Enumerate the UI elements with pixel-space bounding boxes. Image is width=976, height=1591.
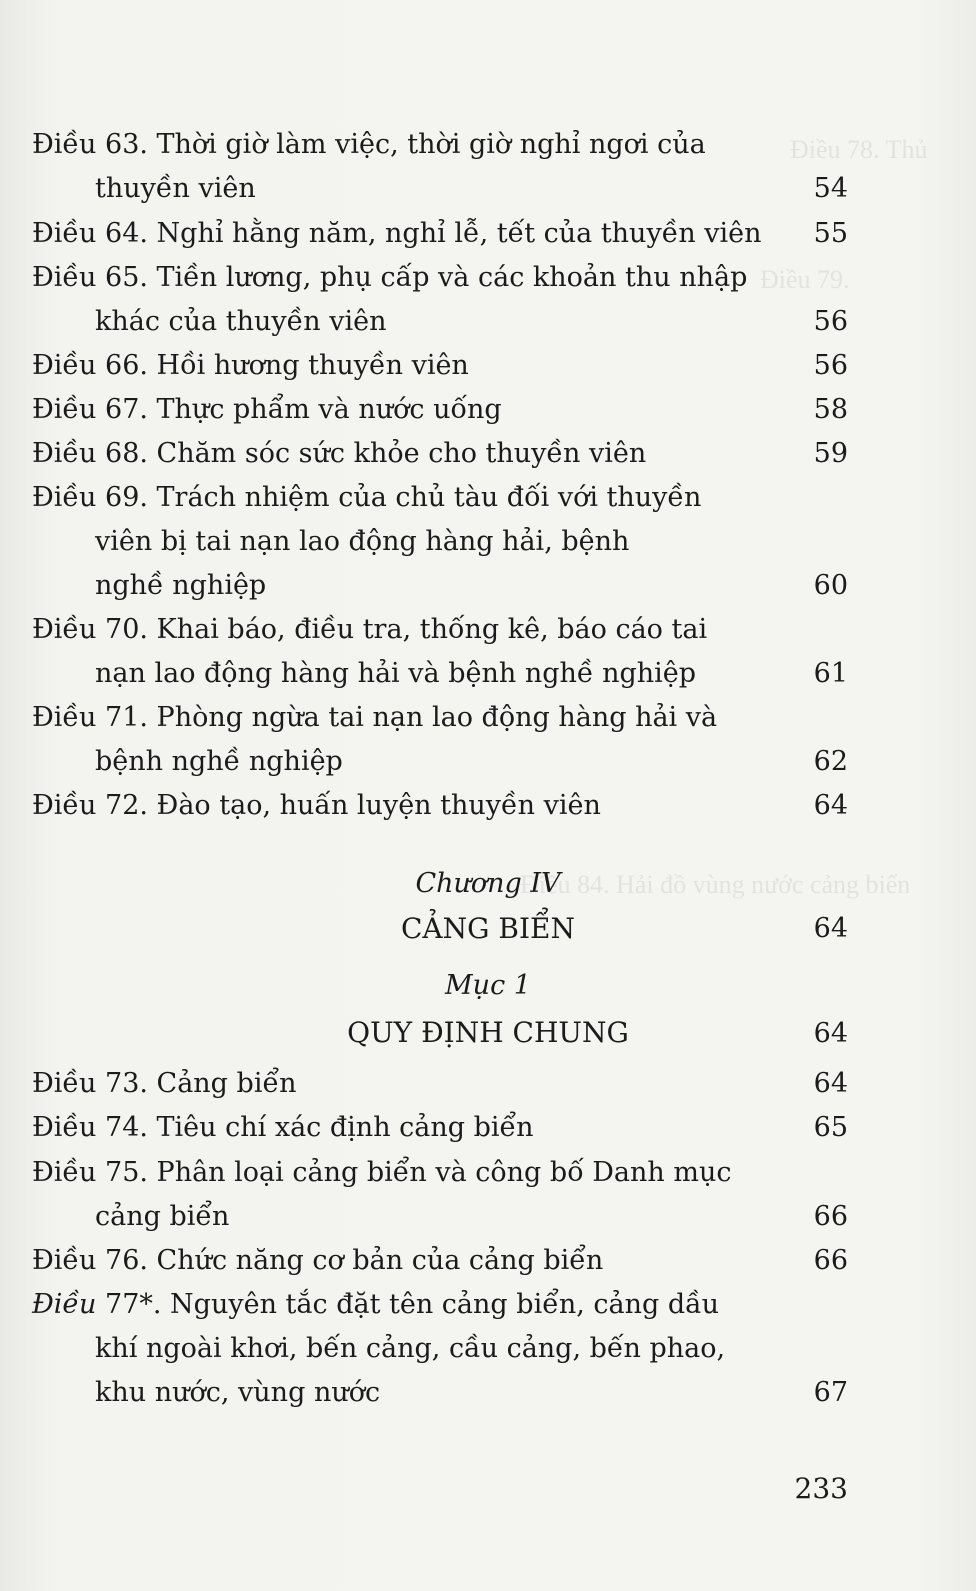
page-ref: 55 bbox=[813, 218, 848, 249]
entry-text: Điều 75. Phân loại cảng biển và công bố Danh mục bbox=[32, 1157, 732, 1188]
section-label: Mục 1 bbox=[445, 970, 531, 1001]
entry-prefix: Điều bbox=[32, 1289, 97, 1320]
entry-text: Điều 69. Trách nhiệm của chủ tàu đối với thuyền bbox=[32, 482, 702, 513]
page-ref: 60 bbox=[813, 570, 848, 601]
entry-text: Điều 70. Khai báo, điều tra, thống kê, báo cáo tai bbox=[32, 614, 708, 645]
entry-text: Điều 74. Tiêu chí xác định cảng biển bbox=[32, 1112, 534, 1143]
page-ref: 58 bbox=[813, 394, 848, 425]
chapter-title: CẢNG BIỂN bbox=[401, 912, 575, 945]
toc-entry-70 bbox=[32, 615, 848, 645]
chapter-page-ref: 64 bbox=[813, 913, 848, 944]
toc-entry-77-cont bbox=[95, 1334, 848, 1364]
entry-text: Điều 67. Thực phẩm và nước uống bbox=[32, 394, 502, 425]
toc-entry-67 bbox=[32, 395, 848, 425]
entry-text: Điều 73. Cảng biển bbox=[32, 1068, 297, 1099]
entry-text: khu nước, vùng nước bbox=[95, 1377, 381, 1408]
toc-entry-69 bbox=[32, 483, 848, 513]
entry-text: Điều 76. Chức năng cơ bản của cảng biển bbox=[32, 1245, 604, 1276]
page-ref: 64 bbox=[813, 790, 848, 821]
chapter-label: Chương IV bbox=[415, 868, 561, 899]
entry-text: khí ngoài khơi, bến cảng, cầu cảng, bến phao, bbox=[95, 1333, 726, 1364]
page-ref: 59 bbox=[813, 438, 848, 469]
page-ref: 66 bbox=[813, 1201, 848, 1232]
entry-text: viên bị tai nạn lao động hàng hải, bệnh bbox=[95, 526, 630, 557]
toc-entry-74 bbox=[32, 1113, 848, 1143]
entry-text: 77*. Nguyên tắc đặt tên cảng biển, cảng dầu bbox=[96, 1289, 720, 1320]
page-ref: 56 bbox=[813, 350, 848, 381]
toc-entry-64 bbox=[32, 219, 848, 249]
entry-text: Điều 64. Nghỉ hằng năm, nghỉ lễ, tết của thuyền viên bbox=[32, 218, 762, 249]
show-through-text: Điều 78. Thủ bbox=[790, 135, 928, 164]
show-through-text: Điều 79. bbox=[760, 265, 850, 294]
page-ref: 62 bbox=[813, 746, 848, 777]
entry-text: thuyền viên bbox=[95, 173, 256, 204]
toc-entry-70-cont bbox=[95, 659, 848, 689]
entry-text: Điều 63. Thời giờ làm việc, thời giờ nghỉ ngơi của bbox=[32, 129, 706, 160]
toc-entry-77 bbox=[32, 1290, 848, 1320]
toc-entry-77-cont bbox=[95, 1378, 848, 1408]
section-title: QUY ĐỊNH CHUNG bbox=[347, 1016, 629, 1049]
entry-text: Điều 65. Tiền lương, phụ cấp và các khoản thu nhập bbox=[32, 262, 748, 293]
toc-entry-71-cont bbox=[95, 747, 848, 777]
page-number: 233 bbox=[794, 1472, 848, 1505]
page-ref: 61 bbox=[813, 658, 848, 689]
toc-entry-76 bbox=[32, 1246, 848, 1276]
toc-entry-71 bbox=[32, 703, 848, 733]
toc-entry-68 bbox=[32, 439, 848, 469]
show-through-text: Điều 84. Hải đồ vùng nước cảng biển bbox=[520, 870, 911, 899]
page-ref: 66 bbox=[813, 1245, 848, 1276]
section-page-ref: 64 bbox=[813, 1018, 848, 1049]
toc-entry-75 bbox=[32, 1158, 848, 1188]
entry-text: Điều 72. Đào tạo, huấn luyện thuyền viên bbox=[32, 790, 601, 821]
page-ref: 64 bbox=[813, 1068, 848, 1099]
toc-entry-65 bbox=[32, 263, 848, 293]
page-ref: 67 bbox=[813, 1377, 848, 1408]
entry-text: cảng biển bbox=[95, 1201, 230, 1232]
page-ref: 56 bbox=[813, 306, 848, 337]
toc-entry-69-cont bbox=[95, 527, 848, 557]
toc-entry-66 bbox=[32, 351, 848, 381]
toc-entry-75-cont bbox=[95, 1202, 848, 1232]
toc-entry-72 bbox=[32, 791, 848, 821]
page-ref: 65 bbox=[813, 1112, 848, 1143]
entry-text: nghề nghiệp bbox=[95, 570, 267, 601]
entry-text: Điều 66. Hồi hương thuyền viên bbox=[32, 350, 469, 381]
toc-entry-63-cont bbox=[95, 174, 848, 204]
entry-text: Điều 68. Chăm sóc sức khỏe cho thuyền viên bbox=[32, 438, 647, 469]
page-ref: 54 bbox=[813, 173, 848, 204]
toc-entry-65-cont bbox=[95, 307, 848, 337]
entry-text: bệnh nghề nghiệp bbox=[95, 746, 343, 777]
toc-entry-73 bbox=[32, 1069, 848, 1099]
entry-text: khác của thuyền viên bbox=[95, 306, 387, 337]
toc-entry-63 bbox=[32, 130, 848, 160]
toc-entry-69-cont bbox=[95, 571, 848, 601]
entry-text: Điều 71. Phòng ngừa tai nạn lao động hàng hải và bbox=[32, 702, 718, 733]
entry-text: nạn lao động hàng hải và bệnh nghề nghiệp bbox=[95, 658, 697, 689]
